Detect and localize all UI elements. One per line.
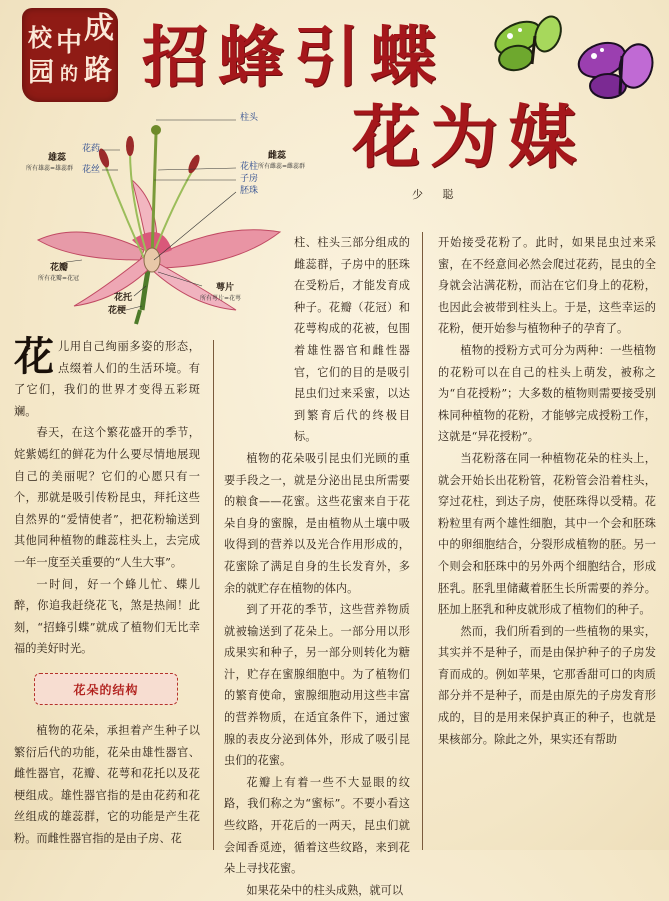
paragraph: 开始接受花粉了。此时，如果昆虫过来采蜜，在不经意间必然会爬过花药，昆虫的全身就会沾满花粉，而沾在它们身上的花粉，也因此会被带到柱头上。于是，这些幸运的花粉，便开始参与植物种子的孕育了。	[438, 236, 656, 336]
green-butterfly-icon	[490, 13, 565, 73]
label-filament: 花丝	[82, 165, 101, 175]
label-style: 花柱	[240, 162, 259, 172]
paragraph: 花瓣上有着一些不大显眼的纹路，我们称之为“蜜标”。不要小看这些纹路，开花后的一两天，昆虫们就会闻香觅迹，循着这些纹路，来到花朵上寻找花蜜。	[224, 775, 410, 876]
drop-cap: 花	[14, 333, 54, 380]
title-line-2: 花为媒	[352, 99, 587, 178]
paragraph: 如果花朵中的柱头成熟，就可以	[246, 883, 404, 897]
seal-char: 成	[84, 11, 114, 46]
article-column-1-bottom	[14, 720, 200, 850]
article-column-2	[224, 232, 410, 897]
title-line-1: 招蜂引蝶	[142, 19, 446, 96]
intro-text: 儿用自己绚丽多姿的形态，点缀着人们的生活环境。有了它们，我们的世界才变得五彩斑斓。	[14, 340, 200, 418]
paragraph: 柱、柱头三部分组成的雌蕊群，子房中的胚珠在受粉后，才能发育成种子。花瓣（花冠）和花萼构成的花被，包围着雄性器官和雌性器官，它们的目的是吸引昆虫们过来采蜜，以达到繁育后代的终极目标。	[294, 236, 410, 444]
paragraph: 一时间，好一个蜂儿忙、蝶儿醉，你追我赶绕花飞，煞是热闹！此刻，“招蜂引蝶”就成了植物们无比幸福的美好时光。	[14, 577, 200, 656]
paragraph: 到了开花的季节，这些营养物质就被输送到了花朵上。一部分用以形成果实和种子，另一部分则转化为糖汁，贮存在蜜腺细胞中。为了植物们的繁育使命，蜜腺细胞动用这些丰富的营养物质，在适宜条件下，通过蜜腺的表皮分泌到体外，形成了吸引昆虫们的花蜜。	[224, 603, 410, 768]
section-heading: 花朵的结构	[34, 673, 178, 705]
seal-char: 园	[28, 58, 55, 88]
seal-char: 中	[56, 28, 83, 58]
paragraph: 植物的授粉方式可分为两种：一些植物的花粉可以在自己的柱头上萌发，被称之为“自花授粉”；大多数的植物则需要接受别株同种植物的花粉，才能够完成授粉工作，这就是“异花授粉”。	[438, 343, 656, 444]
label-sepal-note: 所有萼片=花萼	[200, 295, 242, 302]
intro-paragraph	[14, 333, 200, 422]
label-ovule: 胚珠	[240, 186, 259, 196]
paragraph: 春天，在这个繁花盛开的季节，姹紫嫣红的鲜花为什么要尽情地展现自己的美丽呢？它们的心愿只有一个，那就是吸引传粉昆虫，拜托这些自然界的“爱情使者”，把花粉输送到其他同种植物的雌蕊柱头上，去完成一年一度至关重要的“人生大事”。	[14, 426, 200, 569]
paragraph: 植物的花朵吸引昆虫们光顾的重要手段之一，就是分泌出昆虫所需要的粮食——花蜜。这些花蜜来自于花朵自身的蜜腺，是由植物从土壤中吸收得到的营养以及光合作用形成的，花蜜除了满足自身的生长发育外，多余的就贮存在植物的体内。	[224, 451, 410, 595]
label-stigma: 柱头	[240, 113, 259, 123]
label-pedicel: 花梗	[108, 306, 127, 316]
article-column-3	[438, 232, 656, 850]
label-pistil: 雌蕊	[268, 151, 287, 161]
column-divider	[213, 340, 214, 850]
author: 少 聪	[412, 188, 462, 201]
paragraph: 然而，我们所看到的一些植物的果实，其实并不是种子，而是由保护种子的子房发育而成的。例如苹果，它那香甜可口的肉质部分并不是种子，而是由原先的子房发育形成的，目的是用来保护真正的种子，也就是果核部分。除此之外，果实还有帮助	[438, 624, 656, 746]
butterfly-icons	[490, 6, 660, 106]
seal-logo	[22, 8, 118, 102]
label-pistil-note: 所有雌蕊=雌蕊群	[258, 163, 306, 170]
label-stamen: 雄蕊	[48, 153, 67, 163]
label-petal: 花瓣	[50, 263, 69, 273]
article-column-1	[14, 333, 200, 676]
label-petal-note: 所有花瓣=花冠	[38, 275, 80, 282]
paragraph: 当花粉落在同一种植物花朵的柱头上，就会开始长出花粉管，花粉管会沿着柱头，穿过花柱，到达子房，使胚珠得以受精。花粉粒里有两个雄性细胞，其中一个会和胚珠中的卵细胞结合，分裂形成植物的胚。另一个则会和胚珠中的另外两个细胞结合，形成胚乳。胚乳里储藏着胚生长所需要的养分。胚加上胚乳和种皮就形成了植物们的种子。	[438, 451, 656, 617]
label-anther: 花药	[82, 144, 101, 154]
seal-char: 路	[84, 53, 113, 86]
label-ovary: 子房	[240, 174, 259, 184]
paragraph: 植物的花朵，承担着产生种子以繁衍后代的功能，花朵由雄性器官、雌性器官，花瓣、花萼和花托以及花梗组成。雄性器官指的是由花药和花丝组成的雄蕊群，它的功能是产生花粉。而雌性器官指的是由子房、花	[14, 724, 200, 845]
label-sepal: 萼片	[216, 283, 235, 293]
column-divider	[422, 232, 423, 850]
purple-butterfly-icon	[574, 37, 657, 98]
label-receptacle: 花托	[114, 293, 133, 303]
seal-char: 的	[60, 64, 78, 85]
label-stamen-note: 所有雄蕊=雄蕊群	[26, 165, 74, 172]
seal-char: 校	[28, 23, 52, 52]
